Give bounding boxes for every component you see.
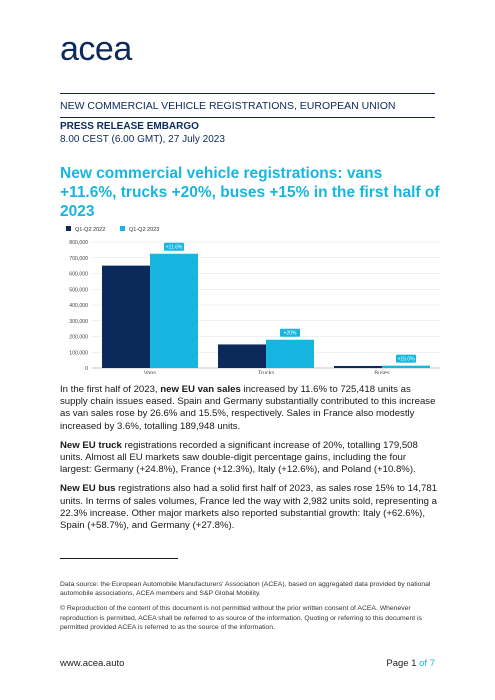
- footer-url[interactable]: www.acea.auto: [60, 658, 125, 669]
- header-mid-rule: [60, 117, 435, 118]
- x-tick-label: Vans: [143, 370, 157, 374]
- y-tick-label: 0: [85, 366, 88, 372]
- paragraph-buses: New EU bus registrations also had a solid first half of 2023, as sales rose 15% to 14,781 units. In terms of sales volumes, France led the way with 2,982 units sold, representing a 22.3% increase. Other major markets also reported substantial growth: Italy (+62.6%), Spain (+58.7%), and Germany (+27.8%).: [60, 483, 438, 532]
- data-label: +15.0%: [397, 356, 415, 363]
- copyright-note: © Reproduction of the content of this document is not permitted without the prior written consent of ACEA. Whenever reproduction is permitted, ACEA shall be referred to as source of the information. Quoting or referring to this document is permitted provided ACEA is referred to as the source of the information.: [60, 605, 422, 631]
- y-tick-label: 700,000: [69, 255, 88, 262]
- data-label: +20%: [283, 330, 297, 337]
- bar-trucks: [266, 340, 314, 368]
- paragraph-trucks: New EU truck registrations recorded a significant increase of 20%, totalling 179,508 units. Almost all EU markets saw double-digit percentage gains, including the four largest: Germany (+24.8%), France (+12.3%), Italy (+12.6%), and Poland (+10.8%).: [60, 439, 418, 476]
- bar-trucks: [218, 344, 266, 368]
- y-tick-label: 400,000: [69, 303, 88, 309]
- legend-label: Q1-Q2 2022: [75, 227, 106, 233]
- legend-swatch: [120, 226, 125, 231]
- embargo-label: PRESS RELEASE EMBARGO: [60, 121, 199, 132]
- y-tick-label: 800,000: [69, 240, 88, 246]
- footnote-rule: [60, 558, 178, 559]
- footnotes: [60, 580, 438, 638]
- y-tick-label: 100,000: [69, 350, 88, 357]
- data-label: +11.6%: [165, 244, 183, 251]
- paragraph-vans: In the first half of 2023, new EU van sales increased by 11.6% to 725,418 units as supply chain issues eased. Spain and Germany substantially contributed to this increase as van sales rose by 26.6% and 15.5%, respectively. Sales in France also modestly increased by 3.6%, totalling 189,948 units.: [60, 384, 436, 432]
- legend-swatch: [66, 226, 71, 231]
- registrations-bar-chart: [56, 224, 446, 374]
- embargo-date: 8.00 CEST (6.00 GMT), 27 July 2023: [60, 134, 225, 145]
- data-source-note: Data source: the European Automobile Manufacturers' Association (ACEA), based on aggregated data provided by national automobile associations, ACEA members and S&P Global Mobility.: [60, 581, 431, 598]
- bar-buses: [382, 366, 430, 368]
- header-top-rule: [60, 93, 435, 94]
- y-tick-label: 300,000: [69, 318, 88, 325]
- page-number: Page 1 of 7: [386, 658, 435, 669]
- x-tick-label: Buses: [374, 370, 390, 374]
- y-tick-label: 600,000: [69, 271, 88, 278]
- body-text: [60, 384, 438, 539]
- bar-vans: [102, 266, 150, 368]
- legend-label: Q1-Q2 2023: [129, 227, 160, 233]
- acea-logo: acea: [60, 30, 132, 68]
- y-tick-label: 500,000: [69, 287, 88, 294]
- bar-buses: [334, 366, 382, 368]
- section-title: NEW COMMERCIAL VEHICLE REGISTRATIONS, EUROPEAN UNION: [60, 100, 396, 112]
- headline: New commercial vehicle registrations: vans +11.6%, trucks +20%, buses +15% in the first half of 2023: [60, 165, 440, 220]
- x-tick-label: Trucks: [257, 370, 275, 374]
- bar-vans: [150, 254, 198, 368]
- y-tick-label: 200,000: [69, 334, 88, 341]
